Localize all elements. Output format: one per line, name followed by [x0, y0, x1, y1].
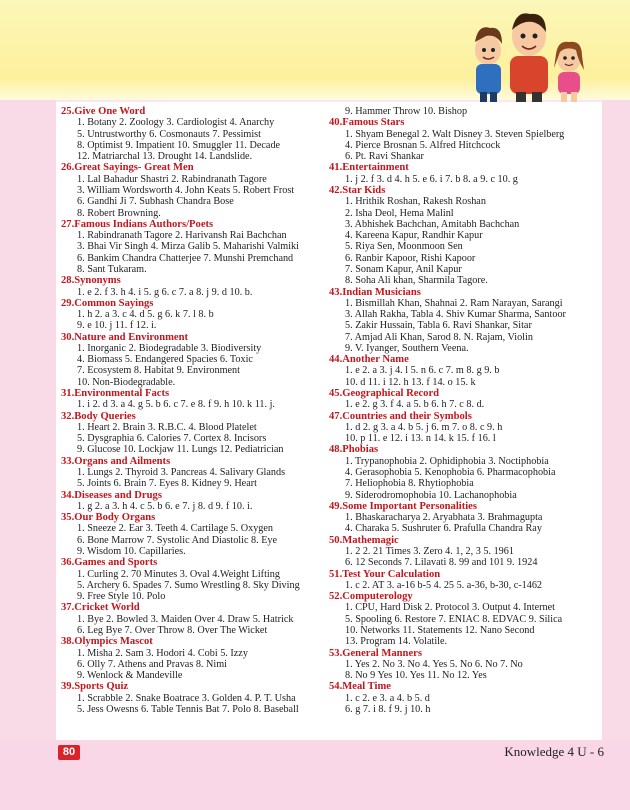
answer-line: 7. Ecosystem 8. Habitat 9. Environment	[77, 365, 240, 377]
answer-line: 1. Rabindranath Tagore 2. Harivansh Rai Bachchan	[77, 230, 287, 242]
answer-line: 10. Networks 11. Statements 12. Nano Second	[345, 624, 535, 636]
answer-line: 1. i 2. d 3. a 4. g 5. b 6. c 7. e 8. f 9. h 10. k 11. j.	[77, 399, 275, 411]
answer-line: 1. j 2. f 3. d 4. h 5. e 6. i 7. b 8. a 9. c 10. g	[345, 173, 518, 185]
section-title: 52.Computerology	[329, 591, 413, 603]
answer-line: 1. Bismillah Khan, Shahnai 2. Ram Narayan, Sarangi	[345, 297, 563, 309]
cartoon-kids-illustration	[466, 6, 590, 102]
answer-line: 5. Zakir Hussain, Tabla 6. Ravi Shankar, Sitar	[345, 320, 532, 332]
answer-line: 1. e 2. g 3. f 4. a 5. b 6. h 7. c 8. d.	[345, 399, 485, 411]
answer-line: 4. Kareena Kapur, Randhir Kapur	[345, 230, 483, 242]
answer-line: 6. Bankim Chandra Chatterjee 7. Munshi Premchand	[77, 252, 294, 264]
answer-line: 9. Hammer Throw 10. Bishop	[345, 106, 468, 117]
answer-line: 9. Free Style 10. Polo	[77, 591, 166, 603]
answer-line: 9. V. Iyanger, Southern Veena.	[345, 342, 469, 354]
answer-line: 10. d 11. i 12. h 13. f 14. o 15. k	[345, 376, 476, 388]
answer-line: 4. Charaka 5. Sushruter 6. Prafulla Chandra Ray	[345, 523, 542, 535]
answer-line: 3. William Wordsworth 4. John Keats 5. Robert Frost	[77, 184, 295, 196]
section-title: 48.Phobias	[329, 444, 379, 456]
answer-line: 4. Biomass 5. Endangered Spacies 6. Toxic	[77, 354, 253, 366]
section-title: 47.Countries and their Symbols	[329, 410, 472, 422]
section-title: 26.Great Sayings- Great Men	[61, 162, 194, 174]
answer-line: 8. Soha Ali khan, Sharmila Tagore.	[345, 275, 488, 287]
answer-line: 1. Bhaskaracharya 2. Aryabhata 3. Brahmagupta	[345, 512, 543, 524]
right-answer-column	[329, 106, 599, 715]
answer-line: 12. Matriarchal 13. Drought 14. Landslide.	[77, 151, 253, 163]
answer-line: 10. Non-Biodegradable.	[77, 376, 176, 388]
answer-line: 9. Glucose 10. Lockjaw 11. Lungs 12. Pediatrician	[77, 444, 284, 456]
answer-line: 5. Spooling 6. Restore 7. ENIAC 8. EDVAC 9. Silica	[345, 613, 563, 625]
answer-line: 7. Heliophobia 8. Rhytiophobia	[345, 478, 474, 490]
answer-line: 1. CPU, Hard Disk 2. Protocol 3. Output 4. Internet	[345, 602, 555, 614]
answer-line: 9. e 10. j 11. f 12. i.	[77, 320, 157, 332]
section-title: 49.Some Important Personalities	[329, 500, 478, 512]
answer-line: 5. Jess Owesns 6. Table Tennis Bat 7. Polo 8. Baseball	[77, 703, 299, 715]
section-title: 37.Cricket World	[61, 602, 140, 614]
answer-line: 8. Robert Browning.	[77, 207, 161, 219]
section-title: 35.Our Body Organs	[61, 512, 156, 524]
answer-line: 1. Trypanophobia 2. Ophidiphobia 3. Noctiphobia	[345, 455, 549, 467]
answer-line: 7. Sonam Kapur, Anil Kapur	[345, 263, 462, 275]
left-margin	[0, 100, 56, 740]
answer-line: 1. c 2. e 3. a 4. b 5. d	[345, 692, 430, 704]
section-title: 51.Test Your Calculation	[329, 568, 441, 580]
answer-line: 6. Ranbir Kapoor, Rishi Kapoor	[345, 252, 476, 264]
answer-line: 1. Yes 2. No 3. No 4. Yes 5. No 6. No 7. No	[345, 658, 523, 670]
section-title: 44.Another Name	[329, 354, 409, 366]
answer-line: 1. h 2. a 3. c 4. d 5. g 6. k 7. l 8. b	[77, 309, 214, 321]
section-title: 40.Famous Stars	[329, 117, 405, 129]
answer-line: 6. Olly 7. Athens and Pravas 8. Nimi	[77, 658, 227, 670]
answer-line: 6. 12 Seconds 7. Lilavati 8. 99 and 101 9. 1924	[345, 557, 538, 569]
answer-line: 1. Inorganic 2. Biodegradable 3. Biodiversity	[77, 342, 262, 354]
answer-line: 6. Bone Marrow 7. Systolic And Diastolic 8. Eye	[77, 534, 278, 546]
section-title: 28.Synonyms	[61, 275, 121, 287]
section-title: 43.Indian Musicians	[329, 286, 421, 298]
answer-line: 3. Allah Rakha, Tabla 4. Shiv Kumar Sharma, Santoor	[345, 309, 566, 321]
answer-line: 10. p 11. e 12. i 13. n 14. k 15. f 16. l	[345, 433, 496, 445]
section-title: 39.Sports Quiz	[61, 681, 129, 693]
section-title: 34.Diseases and Drugs	[61, 489, 162, 501]
answer-line: 13. Program 14. Volatile.	[345, 636, 448, 648]
answer-line: 4. Gerasophobia 5. Kenophobia 6. Pharmacophobia	[345, 467, 556, 478]
book-title: Knowledge 4 U - 6	[504, 744, 604, 759]
section-title: 45.Geographical Record	[329, 388, 440, 400]
answer-line: 6. g 7. i 8. f 9. j 10. h	[345, 703, 431, 715]
answer-line: 5. Dysgraphia 6. Calories 7. Cortex 8. Incisors	[77, 433, 267, 445]
section-title: 38.Olympics Mascot	[61, 636, 153, 648]
answer-line: 8. No 9 Yes 10. Yes 11. No 12. Yes	[345, 670, 487, 682]
answer-line: 6. Leg Bye 7. Over Throw 8. Over The Wicket	[77, 624, 268, 636]
answer-line: 9. Siderodromophobia 10. Lachanophobia	[345, 489, 517, 501]
answer-line: 1. Botany 2. Zoology 3. Cardiologist 4. Anarchy	[77, 117, 275, 129]
answer-line: 1. Sneeze 2. Ear 3. Teeth 4. Cartilage 5. Oxygen	[77, 523, 273, 535]
answer-key-panel	[56, 102, 602, 740]
answer-line: 1. e 2. f 3. h 4. i 5. g 6. c 7. a 8. j 9. d 10. b.	[77, 286, 253, 298]
answer-line: 7. Amjad Ali Khan, Sarod 8. N. Rajam, Violin	[345, 331, 533, 343]
section-title: 54.Meal Time	[329, 681, 391, 693]
section-title: 30.Nature and Environment	[61, 331, 189, 343]
section-title: 50.Mathemagic	[329, 534, 399, 546]
section-title: 25.Give One Word	[61, 106, 146, 117]
answer-line: 1. Misha 2. Sam 3. Hodori 4. Cobi 5. Izzy	[77, 647, 248, 659]
answer-line: 1. 2 2. 21 Times 3. Zero 4. 1, 2, 3 5. 1961	[345, 545, 514, 557]
answer-line: 5. Joints 6. Brain 7. Eyes 8. Kidney 9. Heart	[77, 478, 257, 490]
answer-line: 1. Heart 2. Brain 3. R.B.C. 4. Blood Platelet	[77, 421, 257, 433]
answer-line: 4. Pierce Brosnan 5. Alfred Hitchcock	[345, 139, 501, 151]
answer-line: 5. Riya Sen, Moonmoon Sen	[345, 241, 463, 253]
answer-line: 3. Abhishek Bachchan, Amitabh Bachchan	[345, 218, 520, 230]
answer-line: 3. Bhai Vir Singh 4. Mirza Galib 5. Maharishi Valmiki	[77, 241, 299, 253]
answer-line: 1. Curling 2. 70 Minutes 3. Oval 4.Weight Lifting	[77, 568, 280, 580]
answer-line: 1. g 2. a 3. h 4. c 5. b 6. e 7. j 8. d 9. f 10. i.	[77, 500, 253, 512]
answer-line: 9. Wisdom 10. Capillaries.	[77, 545, 186, 557]
section-title: 36.Games and Sports	[61, 557, 158, 569]
left-answer-column	[61, 106, 331, 715]
answer-line: 8. Optimist 9. Impatient 10. Smuggler 11. Decade	[77, 139, 281, 151]
answer-line: 8. Sant Tukaram.	[77, 263, 147, 275]
answer-line: 1. Scrabble 2. Snake Boatrace 3. Golden 4. P. T. Usha	[77, 692, 296, 704]
page-number-badge: 80	[58, 745, 80, 760]
section-title: 41.Entertainment	[329, 162, 409, 174]
answer-line: 1. d 2. g 3. a 4. b 5. j 6. m 7. o 8. c 9. h	[345, 421, 503, 433]
answer-line: 5. Archery 6. Spades 7. Sumo Wrestling 8. Sky Diving	[77, 579, 300, 591]
section-title: 42.Star Kids	[329, 184, 386, 196]
answer-line: 1. Lal Bahadur Shastri 2. Rabindranath Tagore	[77, 173, 267, 185]
answer-line: 1. e 2. a 3. j 4. l 5. n 6. c 7. m 8. g 9. b	[345, 365, 500, 377]
answer-line: 2. Isha Deol, Hema Malinl	[345, 207, 454, 219]
answer-line: 1. Hrithik Roshan, Rakesh Roshan	[345, 196, 486, 208]
answer-line: 9. Wenlock & Mandeville	[77, 670, 183, 682]
answer-line: 6. Gandhi Ji 7. Subhash Chandra Bose	[77, 196, 234, 208]
answer-line: 1. c 2. AT 3. a-16 b-5 4. 25 5. a-36, b-30, c-1462	[345, 579, 543, 591]
right-margin	[602, 100, 630, 740]
answer-line: 6. Pt. Ravi Shankar	[345, 151, 424, 163]
section-title: 27.Famous Indians Authors/Poets	[61, 218, 214, 230]
answer-line: 5. Untrustworthy 6. Cosmonauts 7. Pessimist	[77, 128, 261, 140]
answer-line: 1. Shyam Benegal 2. Walt Disney 3. Steven Spielberg	[345, 128, 565, 140]
answer-line: 1. Bye 2. Bowled 3. Maiden Over 4. Draw 5. Hatrick	[77, 613, 294, 625]
section-title: 33.Organs and Ailments	[61, 455, 171, 467]
section-title: 53.General Manners	[329, 647, 422, 659]
section-title: 31.Environmental Facts	[61, 388, 170, 400]
section-title: 32.Body Queries	[61, 410, 136, 422]
section-title: 29.Common Sayings	[61, 297, 154, 309]
answer-line: 1. Lungs 2. Thyroid 3. Pancreas 4. Salivary Glands	[77, 467, 286, 478]
